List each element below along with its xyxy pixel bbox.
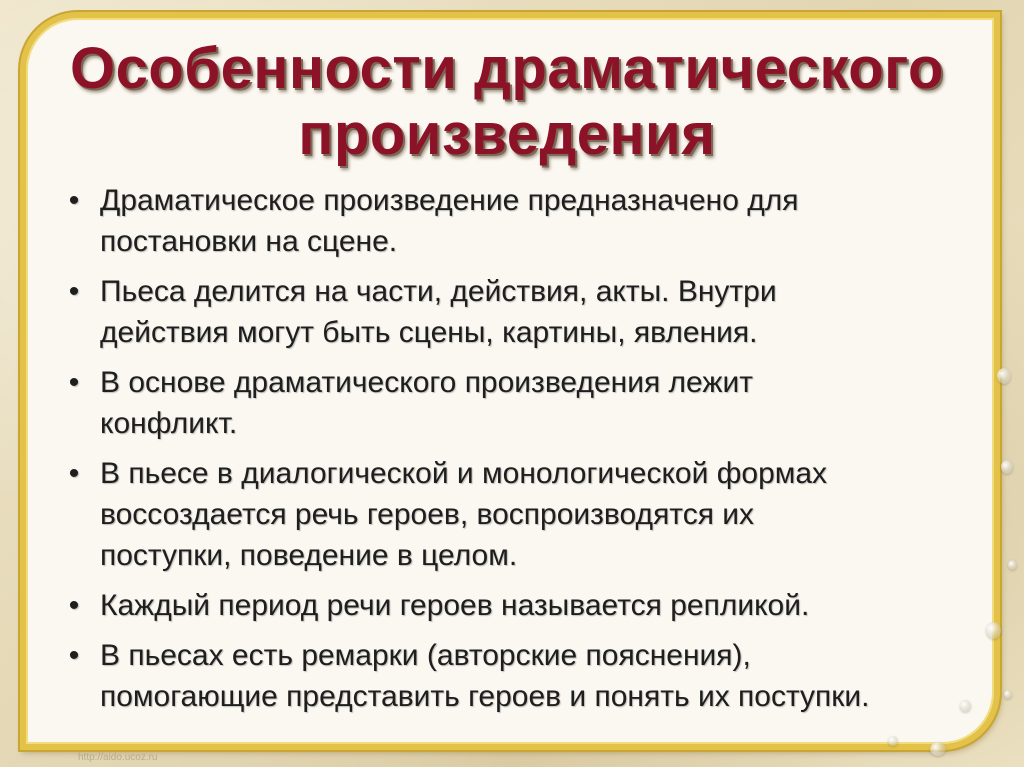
bullet-text (100, 180, 954, 262)
bullet-item (60, 585, 954, 626)
bullet-line: В основе драматического произведения лежит (100, 366, 753, 399)
bullet-marker: • (68, 639, 80, 672)
water-drop-decoration (888, 736, 898, 746)
bullet-item (60, 271, 954, 353)
bullet-item (60, 362, 954, 444)
watermark-text: http://aido.ucoz.ru (78, 752, 158, 763)
bullet-item (60, 453, 954, 576)
bullet-text (100, 453, 954, 576)
bullet-line: конфликт. (100, 407, 238, 440)
bullet-line: В пьесах есть ремарки (авторские пояснения), (100, 639, 751, 672)
bullet-marker: • (68, 457, 80, 490)
water-drop-decoration (1004, 690, 1012, 699)
slide-content (60, 36, 954, 714)
slide-title-line-1: Особенности драматического (70, 36, 944, 101)
slide-title-line-2: произведения (298, 102, 716, 167)
water-drop-decoration (1001, 460, 1013, 474)
bullet-line: помогающие представить героев и понять их поступки. (100, 680, 870, 713)
water-drop-decoration (1008, 560, 1017, 570)
water-drop-decoration (986, 622, 1001, 639)
bullet-marker: • (68, 366, 80, 399)
water-drop-decoration (960, 700, 971, 712)
bullet-text (100, 585, 954, 626)
bullet-text (100, 635, 954, 717)
water-drop-decoration (997, 368, 1011, 384)
bullet-marker: • (68, 275, 80, 308)
bullet-text (100, 271, 954, 353)
bullet-item (60, 635, 954, 717)
bullet-line: В пьесе в диалогической и монологической формах (100, 457, 828, 490)
bullet-line: поступки, поведение в целом. (100, 539, 518, 572)
bullet-line: действия могут быть сцены, картины, явления. (100, 316, 758, 349)
bullet-marker: • (68, 589, 80, 622)
bullet-marker: • (68, 184, 80, 217)
bullet-line: воссоздается речь героев, воспроизводятся их (100, 498, 755, 531)
bullet-line: Драматическое произведение предназначено для (100, 184, 799, 217)
bullet-line: Каждый период речи героев называется репликой. (100, 589, 810, 622)
bullet-list (60, 180, 954, 717)
water-drop-decoration (930, 742, 946, 756)
bullet-text (100, 362, 954, 444)
bullet-item (60, 180, 954, 262)
slide-frame (20, 12, 1000, 750)
slide-title (60, 36, 954, 168)
bullet-line: Пьеса делится на части, действия, акты. Внутри (100, 275, 777, 308)
bullet-line: постановки на сцене. (100, 225, 398, 258)
